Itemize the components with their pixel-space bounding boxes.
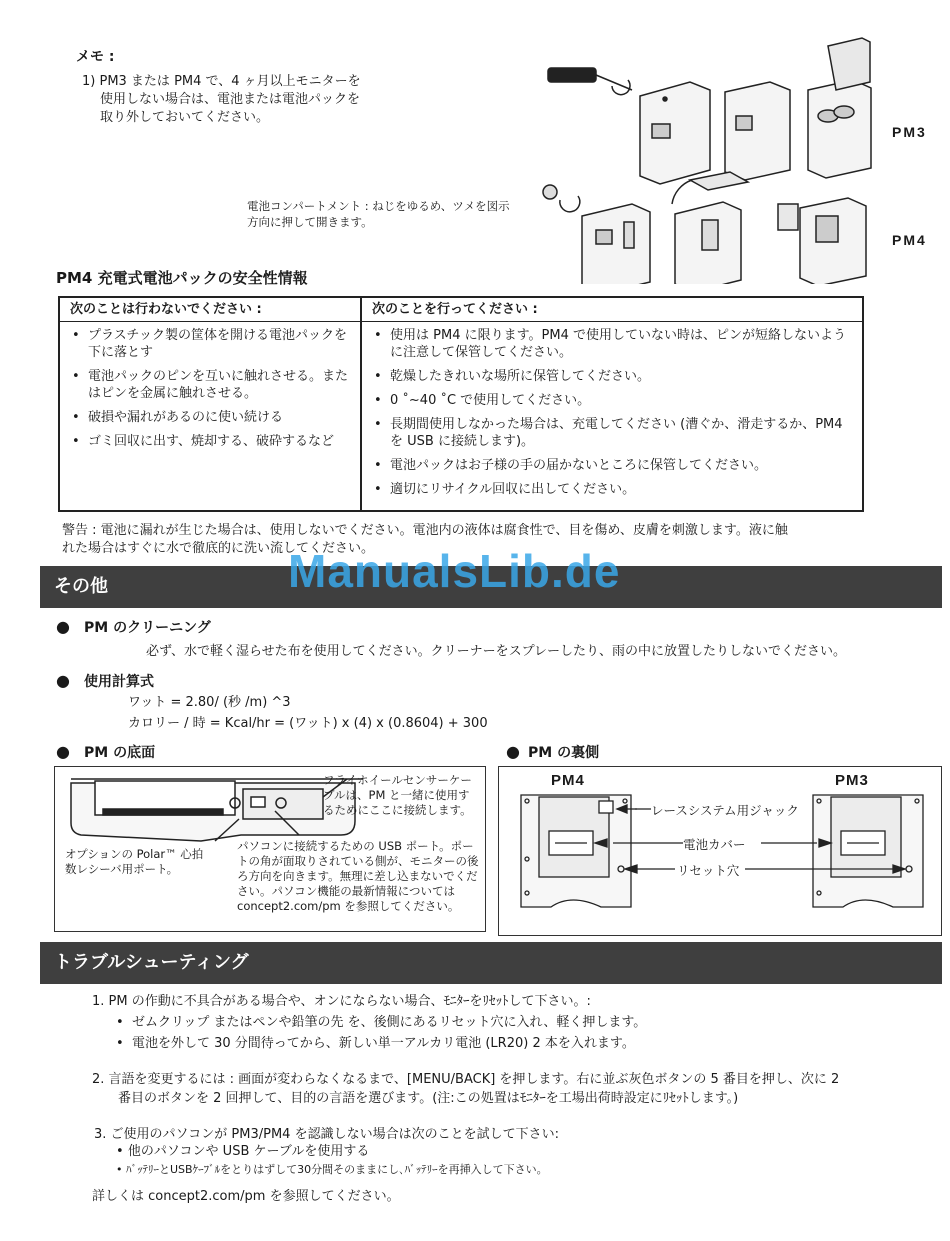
bullet-icon: •: [116, 1144, 128, 1159]
do-list: [362, 322, 862, 498]
reset-hole-label: リセット穴: [677, 863, 740, 878]
section-bar-troubleshooting: トラブルシューティング: [40, 942, 942, 984]
pm3-unit-3: [808, 38, 871, 178]
dont-item: • 破損や漏れがあるのに使い続ける: [70, 409, 350, 426]
do-column: [362, 298, 862, 510]
back-label-pm4: PM4: [551, 772, 585, 789]
do-item: • 電池パックはお子様の手の届かないところに保管してください。: [372, 457, 852, 474]
pm3-unit-1: [640, 82, 710, 184]
compartment-line-2: 方向に押して開きます。: [247, 215, 373, 229]
safety-table: [58, 296, 864, 512]
compartment-note: [247, 198, 537, 230]
ts-item-2-line-2: 番目のボタンを 2 回押して、目的の言語を選びます。(注:この処置はﾓﾆﾀｰを工場出荷時設定にﾘｾｯﾄします。): [118, 1091, 739, 1106]
label-pm4: PM4: [892, 232, 927, 248]
back-label-pm3: PM3: [835, 772, 869, 789]
usb-note: パソコンに接続するための USB ポート。ポートの角が面取りされている側が、モニターの後ろ方向を向きます。無理に差し込まないでください。パソコン機能の最新情報については concept2.com/pm を参照してください。: [237, 839, 479, 913]
cleaning-heading: [56, 616, 211, 638]
do-item: • 乾燥したきれいな場所に保管してください。: [372, 368, 852, 385]
dont-item: • ゴミ回収に出す、焼却する、破砕するなど: [70, 433, 350, 450]
bullet-icon: ●: [56, 671, 70, 690]
battery-cover-label: 電池カバー: [683, 837, 746, 852]
ts-item-3-sub-1-text: 他のパソコンや USB ケーブルを使用する: [127, 1144, 370, 1159]
warning-line-1: 警告 : 電池に漏れが生じた場合は、使用しないでください。電池内の液体は腐食性で、目を傷め、皮膚を刺激します。液に触: [62, 523, 788, 538]
dont-list: [60, 322, 360, 450]
bottom-title: PM の底面: [84, 745, 156, 761]
ts-item-1-sub-1: [116, 1014, 646, 1032]
screw-icon: [543, 185, 557, 199]
pm3-unit-2: [725, 82, 790, 180]
battery-illustration: [540, 34, 890, 284]
ts-item-3: 3. ご使用のパソコンが PM3/PM4 を認識しない場合は次のことを試して下さい:: [94, 1127, 559, 1142]
memo-line-1: 1) PM3 または PM4 で、4 ヶ月以上モニターを: [82, 74, 361, 89]
screwdriver-icon: [548, 68, 596, 82]
section-bar-other: その他: [40, 566, 942, 608]
ts-item-3-sub-2: [116, 1161, 548, 1179]
race-jack-label: レースシステム用ジャック: [651, 803, 799, 818]
formula-calorie: カロリー / 時 = Kcal/hr = (ワット) x (4) x (0.8604) + 300: [128, 716, 488, 731]
do-item: • 適切にリサイクル回収に出してください。: [372, 481, 852, 498]
polar-note: オプションの Polar™ 心拍数レシーバ用ポート。: [65, 847, 204, 876]
bullet-icon: ●: [56, 617, 70, 636]
do-item: • 0 ˚~40 ˚C で使用してください。: [372, 392, 852, 409]
cleaning-title: PM のクリーニング: [84, 620, 211, 636]
more-info: 詳しくは concept2.com/pm を参照してください。: [92, 1189, 400, 1204]
ts-item-1: 1. PM の作動に不具合がある場合や、オンにならない場合、ﾓﾆﾀｰをﾘｾｯﾄして下さい。:: [92, 994, 591, 1009]
compartment-line-1: 電池コンパートメント : ねじをゆるめ、ツメを図示: [247, 199, 510, 213]
pm-bottom-diagram: [54, 766, 486, 932]
memo-line-3: 取り外しておいてください。: [100, 110, 270, 125]
dont-header: 次のことは行わないでください :: [60, 298, 360, 322]
do-item: • 使用は PM4 に限ります。PM4 で使用していない時は、ピンが短絡しないように注意して保管してください。: [372, 327, 852, 361]
ts-item-1-sub-1-text: ゼムクリップ またはペンや鉛筆の先 を、後側にあるリセット穴に入れ、軽く押します。: [131, 1015, 647, 1030]
memo-line-2: 使用しない場合は、電池または電池パックを: [100, 92, 361, 107]
do-header: 次のことを行ってください :: [362, 298, 862, 322]
dont-item: • 電池パックのピンを互いに触れさせる。またはピンを金属に触れさせる。: [70, 368, 350, 402]
ts-item-3-sub-1: [116, 1143, 369, 1161]
do-item: • 長期間使用しなかった場合は、充電してください (漕ぐか、滑走するか、PM4 を USB に接続します)。: [372, 416, 852, 450]
memo-title: メモ :: [76, 49, 115, 65]
flywheel-note: フライホイールセンサーケーブルは、PM と一緒に使用するためにここに接続します。: [323, 773, 472, 817]
warning-line-2: れた場合はすぐに水で徹底的に洗い流してください。: [62, 541, 375, 556]
ts-item-3-sub-2-text: ﾊﾞｯﾃﾘｰとUSBｹｰﾌﾞﾙをとりはずして30分間そのままにし､ﾊﾞｯﾃﾘｰを再挿入して下さい。: [126, 1163, 548, 1176]
formula-watt: ワット = 2.80/ (秒 /m) ^3: [128, 695, 291, 710]
bullet-icon: •: [116, 1036, 132, 1051]
back-title: PM の裏側: [528, 745, 600, 761]
jack-icon: [599, 801, 613, 813]
bullet-icon: ●: [56, 742, 70, 761]
memo-item-1: [82, 73, 402, 127]
back-heading: [506, 741, 599, 763]
label-pm3: PM3: [892, 124, 927, 140]
dont-column: [60, 298, 362, 510]
formula-heading: [56, 670, 154, 692]
ts-item-1-sub-2-text: 電池を外して 30 分間待ってから、新しい単一アルカリ電池 (LR20) 2 本を入れます。: [131, 1036, 635, 1051]
watermark: ManualsLib.de: [288, 545, 621, 597]
ts-item-2-line-1: 2. 言語を変更するには : 画面が変わらなくなるまで、[MENU/BACK] を押します。右に並ぶ灰色ボタンの 5 番目を押し、次に 2: [92, 1072, 840, 1087]
dont-item: • プラスチック製の筐体を開ける電池パックを下に落とす: [70, 327, 350, 361]
bullet-icon: •: [116, 1163, 126, 1176]
bullet-icon: ●: [506, 742, 520, 761]
formula-title: 使用計算式: [84, 674, 154, 690]
pm4-unit-2: [672, 172, 748, 284]
bullet-icon: •: [116, 1015, 132, 1030]
bottom-heading: [56, 741, 155, 763]
rotate-arrow-icon-2: [560, 196, 580, 212]
ts-item-1-sub-2: [116, 1035, 635, 1053]
pm4-unit-3: [778, 198, 866, 284]
cleaning-text: 必ず、水で軽く湿らせた布を使用してください。クリーナーをスプレーしたり、雨の中に放置したりしないでください。: [146, 644, 847, 659]
pm4-unit-1: [582, 204, 650, 284]
pm-back-diagram: [498, 766, 942, 936]
safety-title: PM4 充電式電池パックの安全性情報: [56, 269, 308, 287]
